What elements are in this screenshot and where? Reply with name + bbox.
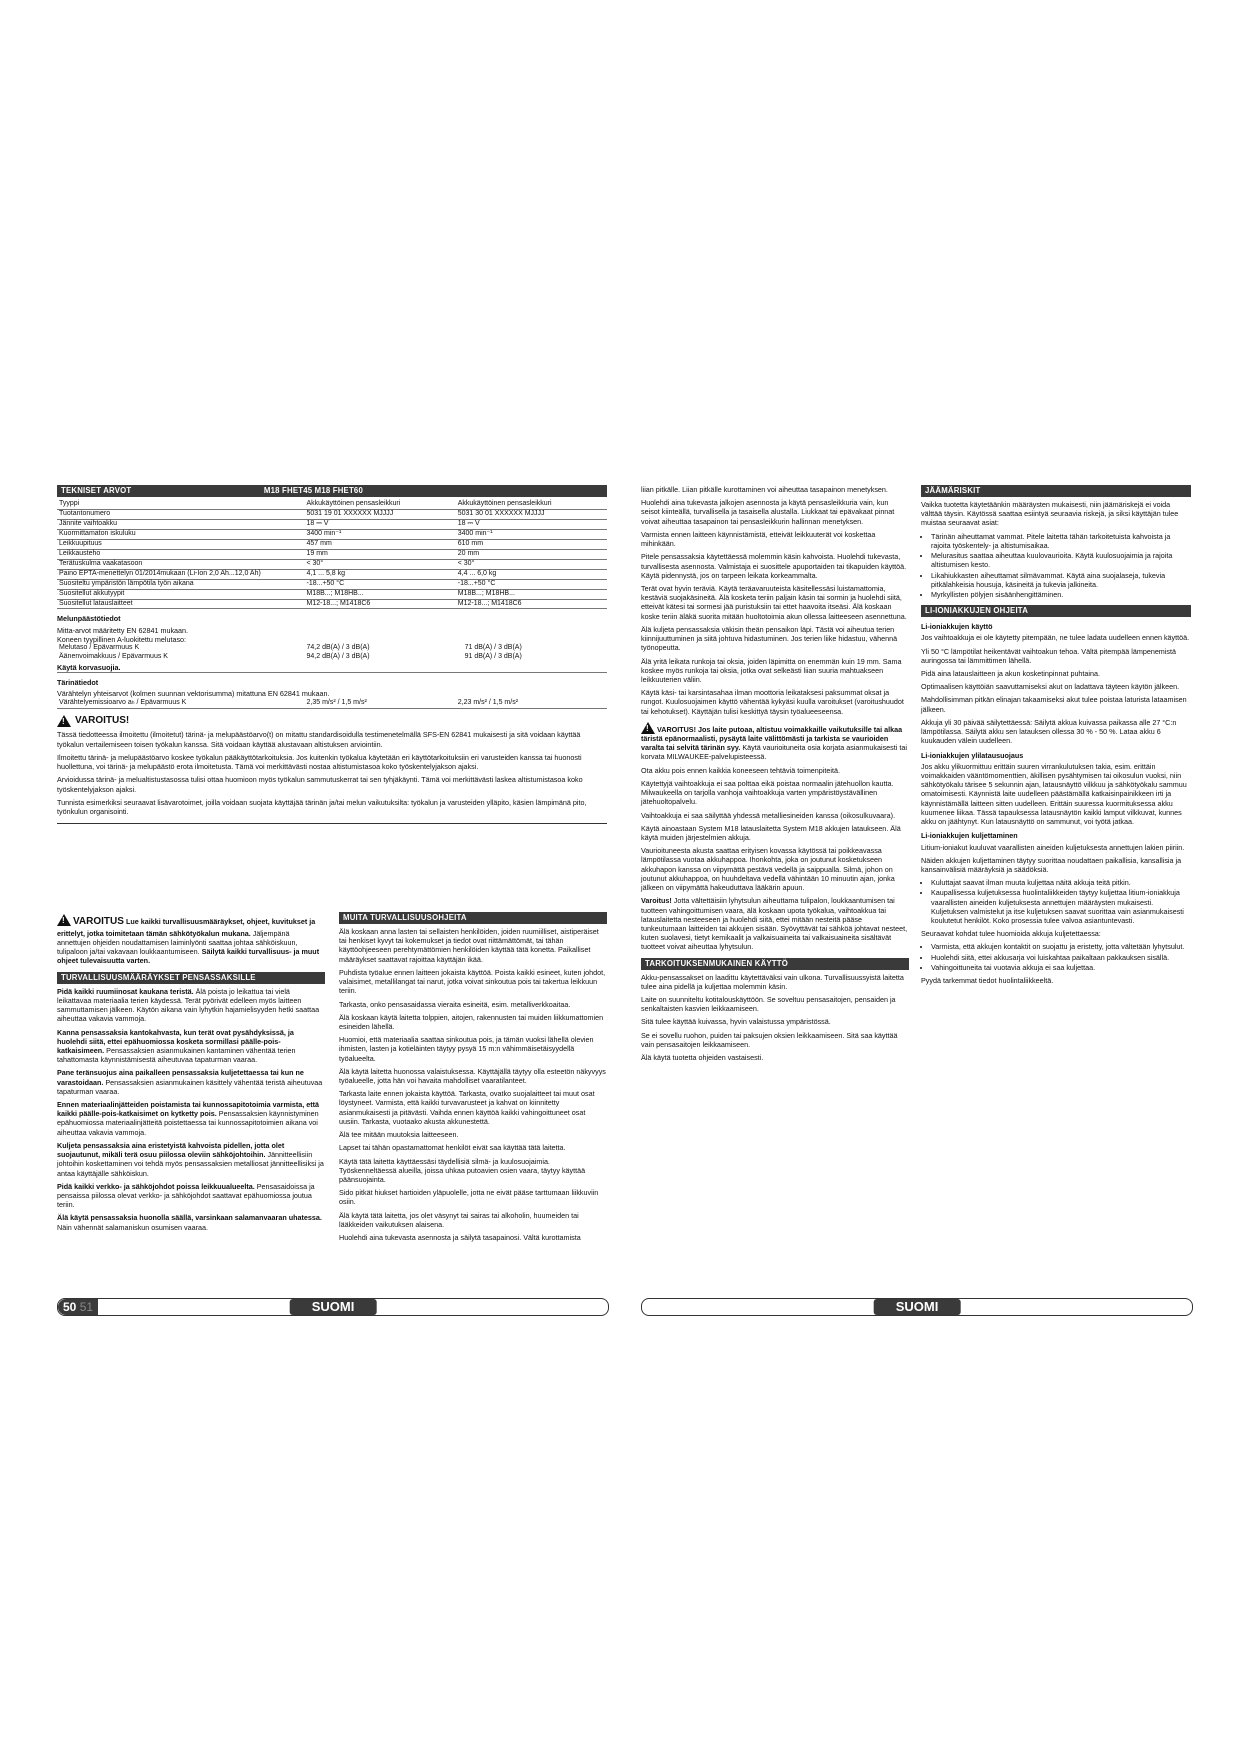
other-safety-paragraph: Huomioi, että materiaalia saattaa sinkoutua pois, ja tämän vuoksi lähellä olevien ihmisten, lasten ja kotieläinten täytyy pysyä 15 m:n vähimmäisetäisyydellä työalueelta. <box>339 1035 594 1063</box>
liion-use-paragraph: Yli 50 °C lämpötilat heikentävät vaihtoakun tehoa. Vältä pitempää lämpenemistä auringossa tai lämmittimen lähellä. <box>921 646 1176 665</box>
other-safety-paragraph: Älä käytä tätä laitetta, jos olet väsynyt tai sairas tai alkoholin, huumeiden tai lääkkeiden vaikutuksen alaisena. <box>339 1210 579 1229</box>
spec-value: Akkukäyttöinen pensasleikkuri <box>305 500 456 509</box>
spec-value: 3400 min⁻¹ <box>456 529 607 539</box>
other-safety-column <box>339 912 607 1246</box>
warning-triangle-icon: ! <box>57 914 71 926</box>
spec-label: Tyyppi <box>57 500 305 509</box>
language-label-left: SUOMI <box>290 1299 377 1315</box>
battery-paragraph: Ota akku pois ennen kaikkia koneeseen tehtäviä toimenpiteitä. <box>641 765 840 775</box>
spec-header-label: TEKNISET ARVOT <box>61 486 132 495</box>
spec-row <box>57 599 607 609</box>
spec-label: Paino EPTA-menettelyn 01/2014mukaan (Li-Ion 2,0 Ah...12,0 Ah) <box>57 569 305 579</box>
hedge-safety-header: TURVALLISUUSMÄÄRÄYKSET PENSASSAKSILLE <box>57 972 325 984</box>
safety-paragraph: Älä kuljeta pensassaksia väkisin theän pensaikon läpi. Tästä voi aiheutua terien kiinnijuuttuminen ja siitä johtuva hidastuminen. Jos terien liike hidastuu, vähennä työnopeutta. <box>641 624 898 653</box>
warning-triangle-icon: ! <box>57 715 71 727</box>
spec-value: 4,1 ... 5,8 kg <box>305 569 456 579</box>
hedge-safety-item <box>57 1100 325 1137</box>
spec-label: Suositellut akkutyypit <box>57 589 305 599</box>
noise-intro2: Koneen tyypillinen A-luokitettu melutaso: <box>57 634 187 644</box>
other-safety-paragraph: Huolehdi aina tukevasta asennosta ja säilytä tasapainosi. Vältä kurottamista <box>339 1233 581 1243</box>
hedge-safety-item-text: Pensassaksien käynnistyminen epähuomiossa materiaalinjätteitä poistettaessa tai kunnossapitotoimien aikana voi aiheuttaa vakavia vammoja. <box>57 1109 319 1137</box>
warning1-text <box>57 730 607 824</box>
intended-use-paragraph: Akku-pensassakset on laadittu käytettäväksi vain ulkona. Turvallisuussyistä laitetta tulee aina pidellä ja kuljettaa molemmin käsin. <box>641 972 904 991</box>
intended-use-header: TARKOITUKSENMUKAINEN KÄYTTÖ <box>641 958 909 970</box>
general-warning-title: VAROITUS <box>73 916 124 927</box>
spec-row <box>57 509 607 519</box>
liion-header: LI-IONIAKKUJEN OHJEITA <box>921 605 1191 617</box>
liion-use-paragraph: Akkuja yli 30 päivää säilytettäessä: Säilytä akkua kuivassa paikassa alle 27 °C:n lämpötilassa. Säilytä akku sen latauksen ollessa 30 % - 50 %. Lataa akku 6 kuukauden välein uudelleen. <box>921 717 1177 746</box>
spec-row <box>57 519 607 529</box>
ear-protection-note: Käytä korvasuojia. <box>57 663 607 673</box>
page-number-left: 50 <box>63 1300 77 1314</box>
other-safety-paragraph: Lapset tai tähän opastamattomat henkilöt eivät saa käyttää tätä laitetta. <box>339 1143 566 1153</box>
noise-row <box>57 644 607 653</box>
transport-title: Li-ioniakkujen kuljettaminen <box>921 831 1018 841</box>
page-number-faint: 51 <box>79 1300 94 1314</box>
other-safety-paragraph: Älä tee mitään muutoksia laitteeseen. <box>339 1130 459 1140</box>
warning1-paragraph: Tässä tiedotteessa ilmoitettu (ilmoitetut) tärinä- ja melupäästöarvo(t) on mitattu standardisoidulla testimenetelmällä SFS-EN 62841 mukaisesti ja sitä voidaan käyttää työkalun vertailemiseen toisen työkalun kanssa. Sitä voidaan käyttää alustavaan altistuksen arviointiin. <box>57 730 581 749</box>
spec-value: 5031 30 01 XXXXXX MJJJJ <box>456 509 607 519</box>
residual-risks-list <box>921 532 1191 600</box>
spec-value: Akkukäyttöinen pensasleikkuri <box>456 500 607 509</box>
hedge-safety-item-bold: Pidä kaikki verkko- ja sähköjohdot poissa leikkuualueelta. <box>57 1181 255 1191</box>
right-page-column-2 <box>921 485 1191 989</box>
other-safety-paragraph: Puhdista työalue ennen laitteen jokaista käyttöä. Poista kaikki esineet, kuten johdot, valaisimet, metallilangat tai narut, jotka voivat sinkoutua pois tai takertua leikkuun teriin. <box>339 967 606 996</box>
transport-text <box>921 843 1191 875</box>
battery-text <box>641 766 909 893</box>
noise-label: Äänenvoimakkuus / Epävarmuus K <box>59 653 168 661</box>
hedge-safety-item-bold: Kanna pensassaksia kantokahvasta, kun terät ovat pysähdyksissä, ja huolehdi siitä, ettei epähuomiossa kosketa sormillasi päälle-pois-katkaisimeen. <box>57 1027 294 1055</box>
residual-risk-item: • Likahiukkasten aiheuttamat silmävammat. Käytä aina suojalaseja, tukevia pitkälahkeisia housuja, käsineitä ja tukevia jalkineita. <box>931 571 1191 589</box>
other-safety-paragraph: Älä käytä laitetta huonossa valaistuksessa. Käyttäjällä täytyy olla esteetön näkyvyys työalueelle, jotta hän voi havaita mahdolliset vaaratilanteet. <box>339 1066 606 1086</box>
other-safety-paragraph: Käytä tätä laitetta käyttäessäsi täydellisiä silmä- ja kuulosuojaimia. Työskenneltäessä alueilla, joissa uhkaa putoavien osien vaara, täytyy käyttää päänsuojainta. <box>339 1156 586 1184</box>
noise-title: Melunpäästötiedot <box>57 614 121 624</box>
safety-paragraph: Huolehdi aina tukevasta jalkojen asennosta ja käytä pensasleikkuria vain, kun seisot kiinteällä, turvallisella ja tasaisella alustalla. Liukkaat tai epävakaat pinnat voivat aiheuttaa tasapainon tai pensasleikkurin hallinnan menetyksen. <box>641 498 895 526</box>
hedge-safety-list <box>57 987 325 1232</box>
hedge-safety-item-text: Näin vähennät salamaniskun osumisen vaaraa. <box>57 1222 209 1232</box>
general-warning-keep: Säilytä kaikki turvallisuus- ja muut ohjeet tulevaisuutta varten. <box>57 947 320 966</box>
spec-label: Suositeltu ympäristön lämpötila työn aikana <box>57 579 305 589</box>
spec-header <box>57 485 607 497</box>
intended-use-paragraph: Sitä tulee käyttää kuivassa, hyvin valaistussa ympäristössä. <box>641 1017 831 1027</box>
spec-value: -18...+50 °C <box>305 579 456 589</box>
transport-paragraph: Litium-ioniakut kuuluvat vaarallisten aineiden kuljetuksesta annettujen lakien piiriin. <box>921 842 1185 852</box>
spec-label: Tuotantonumero <box>57 509 305 519</box>
other-safety-paragraph: Sido pitkät hiukset hartioiden yläpuolelle, jotta ne eivät pääse tarttumaan liikkuviin osiin. <box>339 1188 599 1207</box>
vibration-row <box>57 699 607 708</box>
transport-end: Pyydä tarkemmat tiedot huolintaliikkeeltä. <box>921 976 1054 986</box>
spec-value: M18B...; M18HB... <box>456 589 607 599</box>
spec-value: < 30° <box>305 559 456 569</box>
hedge-safety-item-bold: Pane teränsuojus aina paikalleen pensassaksia kuljetettaessa tai kun ne varastoidaan. <box>57 1068 304 1087</box>
other-safety-header: MUITA TURVALLISUUSOHJEITA <box>339 912 607 924</box>
hedge-safety-item-text: Jännitteellisiin johtoihin koskettaminen voi tehdä myös pensassaksien metalliosat jännitteellisiksi ja antaa käyttäjälle sähköiskun. <box>57 1150 324 1178</box>
safety-paragraph: Käytä käsi- tai karsintasahaa ilman moottoria leikataksesi paksummat oksat ja rungot. Kuulosuojaimen käyttö vähentää kykyäsi kuulla varoitukset (varoitushuudot tai kehotukset). Käyttäjän tulisi keskittyä täysin työalueeseensa. <box>641 688 904 716</box>
liion-use-paragraph: Pidä aina latauslaitteen ja akun kosketinpinnat puhtaina. <box>921 669 1101 678</box>
general-warning-bold: Lue kaikki turvallisuusmääräykset, ohjeet, kuvitukset ja erittelyt, jotka toimitetaan tämän sähkötyökalun mukana. <box>57 917 316 938</box>
hedge-safety-item-text: Älä poista jo leikattua tai vielä leikattavaa materiaalia terien käydessä. Terät pyörivät edelleen myös laitteen sammuttamisen jälkeen. Käytön aikana vain lyhytkin hajamielisyyden hetki saattaa aiheuttaa vakavia vammoja. <box>57 986 320 1024</box>
intended-use-paragraph: Se ei sovellu ruohon, puiden tai paksujen oksien leikkaamiseen. Sitä saa käyttää vain pensasaitojen leikkaamiseen. <box>641 1030 898 1049</box>
safety-paragraph: Terät ovat hyvin teräviä. Käytä teräavaruuteista käsitellessäsi luistamattomia, kestäviä suojakäsineitä. Älä kosketa teriin paljain käsin tai sormin ja huolehdi siitä, etteivät kätesi tai sormesi jää puristuksiin tai ettet haavoita itseäsi. Älä koskaan koske teriin äläkä suorita mitään huoltotoimia akun ollessa laitteeseen asennettuna. <box>641 583 907 621</box>
spec-label: Suositellut latauslaitteet <box>57 599 305 609</box>
noise-table <box>57 644 607 662</box>
intended-use-paragraph: Älä käytä tuotetta ohjeiden vastaisesti. <box>641 1053 764 1063</box>
spec-value: 19 mm <box>305 549 456 559</box>
battery-paragraph: Vaurioituneesta akusta saattaa erityisen kovassa käytössä tai poikkeavassa lämpötilassa vuotaa akkuhappoa. Ihonkohta, joka on joutunut kosketukseen akkuhapon kanssa on viipymättä pestävä vedellä ja saippualla. Silmä, johon on joutunut akkuhappoa, on huuhdeltava vedellä vähintään 10 minuutin ajan, jonka jälkeen on viipymättä hakeuduttava lääkärin apuun. <box>641 846 895 893</box>
intended-use-text <box>641 973 909 1063</box>
transport-item: • Kaupallisessa kuljetuksessa huolintaliikkeiden täytyy kuljettaa litium-ioniakkuja vaarallisten aineiden kuljetuksesta annettujen määräysten mukaisesti. Kuljetuksen valmistelut ja itse kuljetuksen saavat suorittaa vain asianmukaisesti koulutetut henkilöt. Koko prosessia tulee valvoa asiantuntevasti. <box>931 888 1191 925</box>
spec-row <box>57 539 607 549</box>
liion-use-paragraph: Jos vaihtoakkuja ei ole käytetty pitempään, ne tulee ladata uudelleen ennen käyttöä. <box>921 633 1190 643</box>
noise-intro: Mitta-arvot määritetty EN 62841 mukaan. <box>57 625 189 635</box>
col3-text <box>641 485 909 716</box>
liquid-warning-bold: Varoitus! <box>641 896 672 906</box>
noise-row <box>57 653 607 662</box>
intended-use-paragraph: Laite on suunniteltu kotitalouskäyttöön. Se soveltuu pensasaitojen, pensaiden ja senkaltaisten kasvien leikkaamiseen. <box>641 995 896 1014</box>
transport-item: • Kuluttajat saavat ilman muuta kuljettaa näitä akkuja teitä pitkin. <box>931 878 1191 887</box>
spec-value: -18...+50 °C <box>456 579 607 589</box>
battery-paragraph: Käytettyjä vaihtoakkuja ei saa polttaa eikä poistaa normaalin jätehuollon kautta. Milwaukeella on tarjolla vanhoja vaihtoakkuja varten ympäristöystävällinen jätehuoltopalvelu. <box>641 778 894 807</box>
hedge-safety-item-text: Pensassaksien asianmukainen kantaminen vähentää terien tahattomasta käynnistämisestä aiheutuvaa tapaturman vaaraa. <box>57 1045 296 1065</box>
spec-row <box>57 579 607 589</box>
vibration-table <box>57 699 607 709</box>
language-label-right: SUOMI <box>874 1299 961 1315</box>
spec-value: < 30° <box>456 559 607 569</box>
page-number <box>58 1299 98 1315</box>
right-page-column-1 <box>641 485 909 1066</box>
hedge-safety-item <box>57 1182 325 1210</box>
spec-value: 18 ⎓ V <box>305 519 456 529</box>
warning1-paragraph: Tunnista esimerkiksi seuraavat lisävarotoimet, joilla voidaan suojata käyttäjää tärinän ja/tai melun vaikutuksilta: työkalun ja varusteiden ylläpito, käsien lämpimänä pito, työnkulun organisointi. <box>57 797 587 816</box>
vibration-label: Värähtelyemissioarvo aₕ / Epävarmuus K <box>57 699 305 708</box>
hedge-safety-item <box>57 1028 325 1065</box>
spec-value: M12-18...; M1418C6 <box>305 599 456 609</box>
other-safety-paragraph: Älä koskaan anna lasten tai sellaisten henkilöiden, joiden ruumiilliset, aistiperäiset tai henkiset kyvyt tai kokemukset ja tiedot ovat riittämättömät, tai tähän käyttöohjeeseen perehtymättömien henkilöiden käyttää tätä konetta. Paikalliset määräykset saattavat rajoittaa käyttäjän ikää. <box>339 926 599 964</box>
residual-risk-item: • Melurasitus saattaa aiheuttaa kuulovaurioita. Käytä kuulosuojaimia ja rajoita altistumisen kesto. <box>931 551 1191 569</box>
hedge-safety-item <box>57 1141 325 1178</box>
liquid-warning-text: Jotta vältettäisiin lyhytsulun aiheuttama tulipalon, loukkaantumisen tai tuotteen vahingoittumisen vaara, älä koskaan upota työkalua, vaihtoakkua tai latauslaitetta nesteeseen ja huolehdi siitä, ettei mitään nesteitä pääse tunkeutumaan laitteiden tai akkujen sisään. Syövyttävät tai sähköä johtavat nesteet, kuten suolavesi, tietyt kemikaalit ja valkaisuaineita tai valkaisuaineita sisältävät tuotteet voivat aiheuttaa lyhytsulun. <box>641 896 908 952</box>
residual-risks-intro: Vaikka tuotetta käytetäänkin määräysten mukaisesti, niin jäämäriskejä ei voida välttää täysin. Käytössä saattaa esiintyä seuraavia riskejä, ja siksi käyttäjän tulee muistaa seuraavat asiat: <box>921 499 1179 528</box>
fall-warning <box>641 720 909 762</box>
general-warning-column <box>57 912 325 1236</box>
warning1-title: VAROITUS! <box>75 714 130 726</box>
spec-column <box>57 485 607 824</box>
residual-risks-header: JÄÄMÄRISKIT <box>921 485 1191 497</box>
hedge-safety-item-text: Pensassaksien asianmukainen käsittely vähentää teristä aiheutuvaa tapaturman vaaraa. <box>57 1077 323 1096</box>
hedge-safety-item-bold: Pidä kaikki ruumiinosat kaukana teristä. <box>57 986 194 996</box>
hedge-safety-item <box>57 1068 325 1096</box>
liion-use-paragraph: Mahdollisimman pitkän elinajan takaamiseksi akut tulee poistaa laturista lataamisen jälkeen. <box>921 695 1187 714</box>
safety-paragraph: Varmista ennen laitteen käynnistämistä, etteivät leikkuuterät voi koskettaa mihinkään. <box>641 529 876 549</box>
noise-value: 91 dB(A) / 3 dB(A) <box>464 653 522 661</box>
general-warning-text: Jäljempänä annettujen ohjeiden noudattamisen laiminlyönti saattaa johtaa sähköiskuun, tulipaloon ja/tai vakavaan loukkaantumiseen. <box>57 928 298 957</box>
transport-list <box>921 878 1191 925</box>
noise-value: 94,2 dB(A) / 3 dB(A) <box>306 653 370 661</box>
transport-paragraph: Näiden akkujen kuljettaminen täytyy suorittaa noudattaen paikallisia, kansallisia ja kansainvälisiä määräyksiä ja säädöksiä. <box>921 855 1182 874</box>
spec-row <box>57 559 607 569</box>
spec-value: 4,4 ... 6,0 kg <box>456 569 607 579</box>
spec-label: Jännite vaihtoakku <box>57 519 305 529</box>
warning-triangle-icon: ! <box>641 722 655 734</box>
vibration-value-2: 2,23 m/s² / 1,5 m/s² <box>456 699 607 708</box>
spec-value: M18B...; M18HB... <box>305 589 456 599</box>
transport-item: • Huolehdi siitä, ettei akkusarja voi luiskahtaa paikaltaan pakkauksen sisällä. <box>931 953 1191 962</box>
spec-models: M18 FHET45 M18 FHET60 <box>263 486 363 495</box>
vibration-intro: Värähtelyn yhteisarvot (kolmen suunnan vektorisumma) mitattuna EN 62841 mukaan. <box>57 689 330 699</box>
fall-warning-text: Käytä vaurioituneita osia korjata asianmukaisesti tai korvata MILWAUKEE-palvelupisteessä. <box>641 743 907 762</box>
liquid-warning <box>641 896 909 951</box>
transport-item: • Vahingoittuneita tai vuotavia akkuja ei saa kuljettaa. <box>931 963 1191 972</box>
noise-label: Melutaso / Epävarmuus K <box>59 644 140 652</box>
battery-paragraph: Käytä ainoastaan System M18 latauslaitetta System M18 akkujen lataukseen. Älä käytä muiden järjestelmien akkuja. <box>641 823 901 842</box>
noise-value: 74,2 dB(A) / 3 dB(A) <box>306 644 370 652</box>
hedge-safety-item-bold: Ennen materiaalinjätteiden poistamista tai kunnossapitotoimia varmista, että kaikki päälle-pois-katkaisimet on kytketty pois. <box>57 1100 320 1119</box>
noise-value: 71 dB(A) / 3 dB(A) <box>464 644 522 652</box>
spec-label: Terätuskulma vaakatasoon <box>57 559 305 569</box>
spec-label: Leikkuupituus <box>57 539 305 549</box>
spec-row <box>57 569 607 579</box>
spec-label: Leikkausteho <box>57 549 305 559</box>
residual-risk-item: • Myrkyllisten pölyjen sisäänhengittäminen. <box>931 590 1191 599</box>
warning1-paragraph: Ilmoitettu tärinä- ja melupäästöarvo koskee työkalun pääkäyttötarkoituksia. Jos kuitenkin työkalua käytetään eri käyttötarkoituksiin eri varusteiden kanssa tai huonosti huollettuna, voi tärinä- ja melupäästö erota ilmoitetusta. Tämä voi merkittävästi nostaa altistumistasoa koko työskentelyjakson ajaksi. <box>57 752 582 772</box>
safety-paragraph: Pitele pensassaksia käytettäessä molemmin käsin kahvoista. Huolehdi tukevasta, turvallisesta asennosta. Valmistaja ei suosittele apuportaiden tai tikapuiden käyttöä. Käytä pidennystä, jos on tarpeen leikata korkeammalta. <box>641 552 907 580</box>
footer-right <box>641 1298 1193 1316</box>
spec-row <box>57 529 607 539</box>
liion-use-title: Li-ioniakkujen käyttö <box>921 622 993 632</box>
safety-paragraph: liian pitkälle. Liian pitkälle kurottaminen voi aiheuttaa tasapainon menetyksen. <box>641 485 888 494</box>
transport-item: • Varmista, että akkujen kontaktit on suojattu ja eristetty, jotta vältetään lyhytsulut. <box>931 942 1191 951</box>
liion-use-text <box>921 633 1191 745</box>
hedge-safety-item-bold: Kuljeta pensassaksia aina eristetyistä kahvoista pidellen, jotta olet suojautunut, mikäli terä osuu piilossa oleviin sähköjohtoihin. <box>57 1140 285 1160</box>
transport-list-2 <box>921 942 1191 972</box>
hedge-safety-item-bold: Älä käytä pensassaksia huonolla säällä, varsinkaan salamanvaaran uhatessa. <box>57 1213 322 1223</box>
spec-row <box>57 549 607 559</box>
footer-left <box>57 1298 609 1316</box>
spec-value: 18 ⎓ V <box>456 519 607 529</box>
spec-value: 610 mm <box>456 539 607 549</box>
spec-value: M12-18...; M1418C6 <box>456 599 607 609</box>
overload-title: Li-ioniakkujen ylilatausuojaus <box>921 750 1024 760</box>
liion-use-paragraph: Optimaalisen käyttöiän saavuttamiseksi akut on ladattava täyteen käytön jälkeen. <box>921 682 1180 692</box>
spec-table <box>57 500 607 609</box>
safety-paragraph: Älä yritä leikata runkoja tai oksia, joiden läpimitta on enemmän kuin 19 mm. Sama koskee myös runkoja tai oksia, jotka ovat selkeästi liian suuria mahtuakseen leikkuuterien väliin. <box>641 656 902 684</box>
overload-text: Jos akku ylikuormittuu erittäin suuren virrankulutuksen takia, esim. erittäin voimakkaiden vääntömomenttien, äkillisen pysähtymisen tai oikosulun vuoksi, niin sähkötyökalu tärisee 5 sekunnin ajan, latausnäyttö vilkkuu ja sähkötyökalu sammuu omatoimisesti. Käynnistä laite uudelleen päästämällä katkaisinpainikkeen irti ja käynnistämällä laitteen sitten uudelleen. Erittäin suuressa kuormituksessa akku kuumenee liikaa. Tässä tapauksessa latausnäytön kaikki lamput vilkkuvat, kunnes akku on jäähtynyt. Kun latausnäyttö on sammunut, voi työtä jatkaa. <box>921 761 1187 827</box>
spec-value: 5031 19 01 XXXXXX MJJJJ <box>305 509 456 519</box>
other-safety-paragraph: Tarkasta, onko pensasaidassa vieraita esineitä, esim. metalliverkkoaitaa. <box>339 999 571 1009</box>
vibration-title: Tärinätiedot <box>57 678 99 688</box>
spec-label: Kuormittamaton iskuluku <box>57 529 305 539</box>
fall-warning-bold: VAROITUS! Jos laite putoaa, altistuu voimakkaille vaikutuksille tai alkaa täristä epänormaalisti, pysäytä laite välittömästi ja tarkista se vaurioiden varalta tai selvitä tärinän syy. <box>641 724 903 753</box>
transport-note: Seuraavat kohdat tulee huomioida akkuja kuljetettaessa: <box>921 929 1101 939</box>
spec-value: 457 mm <box>305 539 456 549</box>
general-warning <box>57 912 325 966</box>
spec-value: 3400 min⁻¹ <box>305 529 456 539</box>
hedge-safety-item-text: Pensasaidoissa ja pensaissa piilossa olevat verkko- ja sähköjohdot saattavat epähuomiossa joutua teriin. <box>57 1181 315 1210</box>
hedge-safety-item <box>57 987 325 1024</box>
vibration-value-1: 2,35 m/s² / 1,5 m/s² <box>305 699 456 708</box>
other-safety-paragraph: Tarkasta laite ennen jokaista käyttöä. Tarkasta, ovatko suojalaitteet tai muut osat löystyneet. Varmista, että kaikki turvavarusteet ja kahvat on kiinnitetty asianmukaisesti ja pitävästi. Vaihda ennen käyttöä kaikki vahingoittuneet osat uusiin. Tarkasta, vuotaako akusta akkunestettä. <box>339 1089 595 1126</box>
spec-value: 20 mm <box>456 549 607 559</box>
spec-row <box>57 500 607 509</box>
other-safety-paragraph: Älä koskaan käytä laitetta tolppien, aitojen, rakennusten tai muiden liikkumattomien esineiden lähellä. <box>339 1012 604 1031</box>
warning1-title-row <box>57 715 607 728</box>
hedge-safety-item <box>57 1213 325 1231</box>
warning1-paragraph: Arvioidussa tärinä- ja melualtistustasossa tulisi ottaa huomioon myös työkalun sammutuskerrat tai sen tyhjäkäynti. Tämä voi merkittävästi laskea altistumistasoa koko työskentelyjakson ajaksi. <box>57 775 583 794</box>
other-safety-text <box>339 927 607 1242</box>
battery-paragraph: Vaihtoakkuja ei saa säilyttää yhdessä metalliesineiden kanssa (oikosulkuvaara). <box>641 810 895 820</box>
residual-risk-item: • Tärinän aiheuttamat vammat. Pitele laitetta tähän tarkoitetuista kahvoista ja rajoita työskentely- ja altistumisaikaa. <box>931 532 1191 550</box>
spec-row <box>57 589 607 599</box>
